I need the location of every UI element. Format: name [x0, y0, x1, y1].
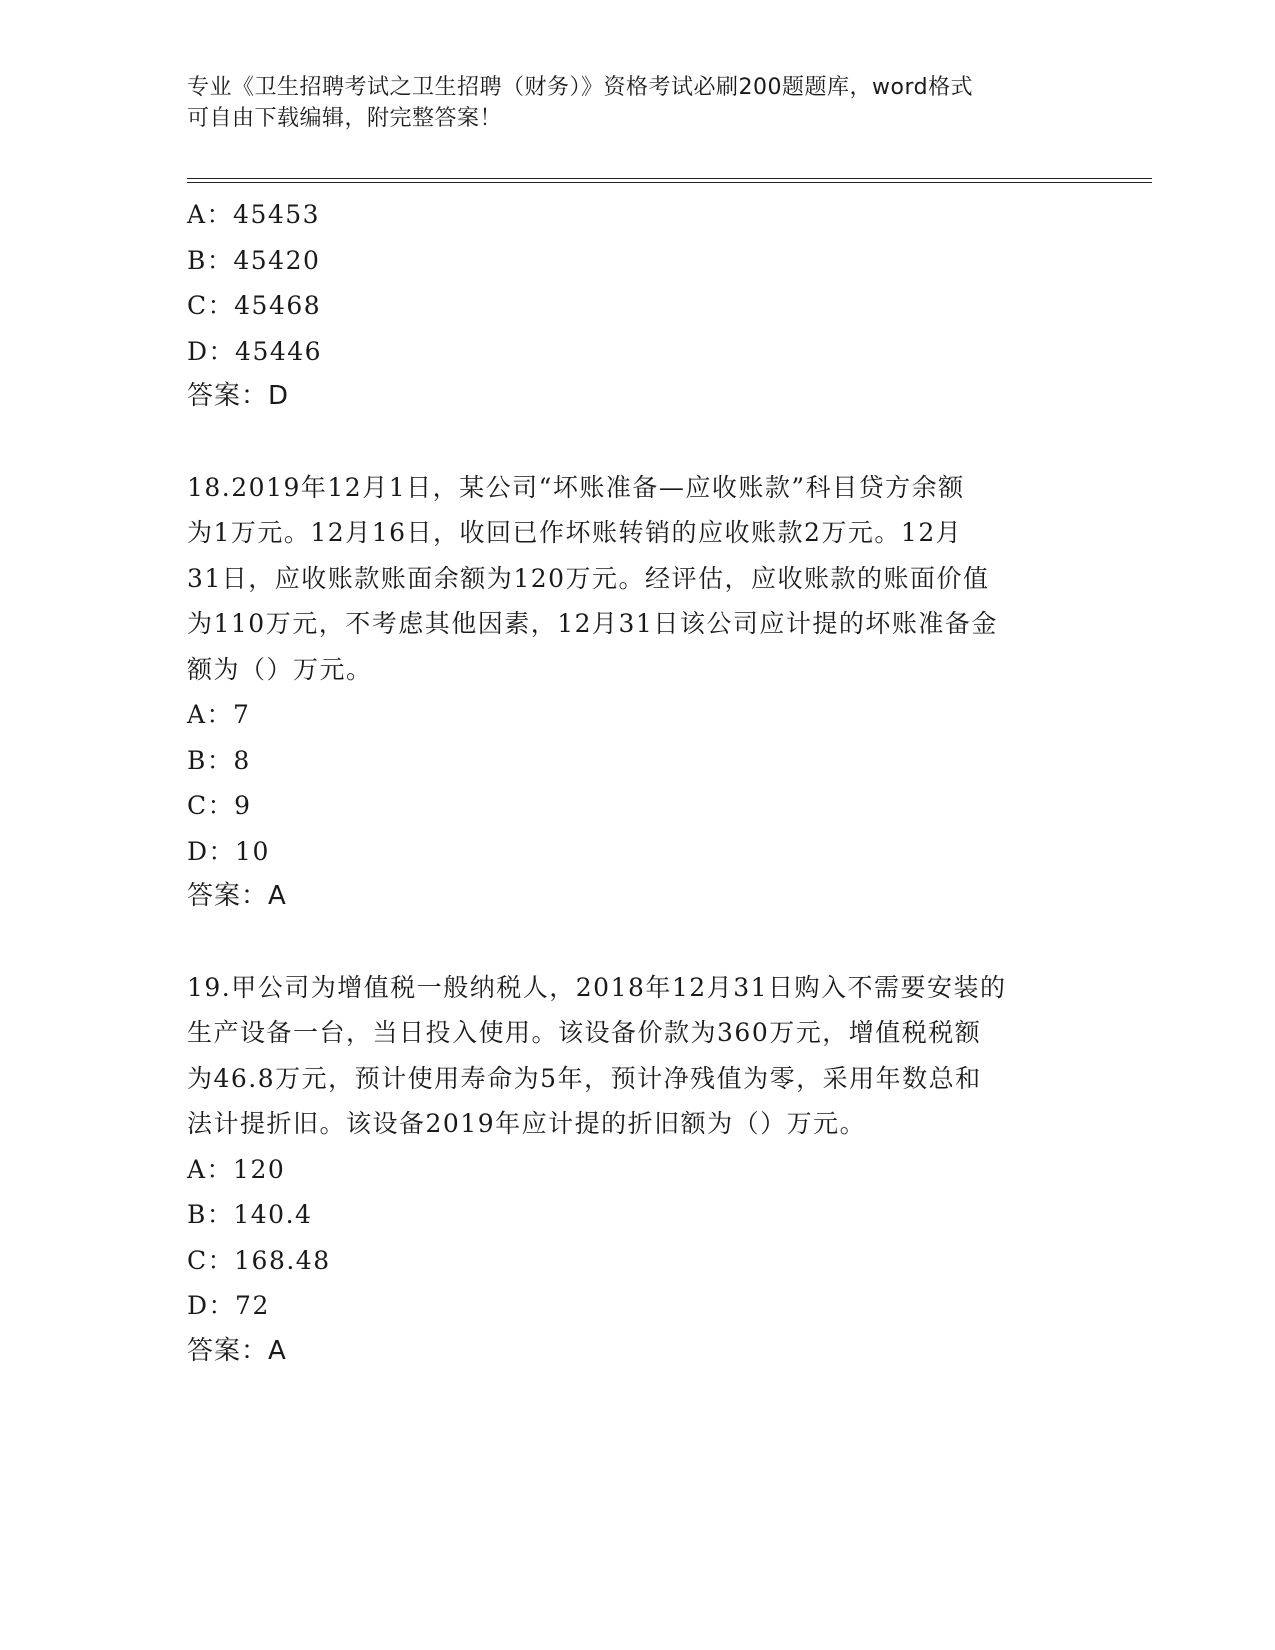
question-text-line: 18.2019年12月1日，某公司“坏账准备—应收账款”科目贷方余额 — [187, 472, 965, 502]
header-line: 可自由下载编辑，附完整答案！ — [187, 106, 503, 131]
question-18 — [187, 465, 1087, 920]
question-text-line: 31日，应收账款账面余额为120万元。经评估，应收账款的账面价值 — [187, 563, 990, 593]
question-text-line: 为46.8万元，预计使用寿命为5年，预计净残值为零，采用年数总和 — [187, 1063, 982, 1093]
answer-line: 答案：D — [187, 381, 290, 411]
question-text-line: 为110万元，不考虑其他因素，12月31日该公司应计提的坏账准备金 — [187, 609, 998, 638]
question-19 — [187, 965, 1087, 1375]
option-c: C：168.48 — [187, 1245, 331, 1275]
header-divider — [187, 178, 1152, 183]
question-text-line: 为1万元。12月16日，收回已作坏账转销的应收账款2万元。12月 — [187, 518, 963, 547]
option-b: B：8 — [187, 745, 251, 775]
answer-line: 答案：A — [187, 881, 287, 911]
option-a: A：7 — [187, 700, 251, 729]
option-b: B：140.4 — [187, 1200, 313, 1229]
answer-line: 答案：A — [187, 1335, 287, 1366]
option-c: C：45468 — [187, 291, 322, 320]
option-b: B：45420 — [187, 245, 321, 275]
option-c: C：9 — [187, 791, 252, 820]
option-d: D：10 — [187, 836, 270, 866]
question-17 — [187, 192, 1087, 420]
option-a: A：45453 — [187, 200, 321, 229]
question-list — [187, 192, 1087, 1374]
option-d: D：45446 — [187, 336, 323, 366]
question-text-line: 生产设备一台，当日投入使用。该设备价款为360万元，增值税税额 — [187, 1018, 982, 1047]
question-text-line: 19.甲公司为增值税一般纳税人，2018年12月31日购入不需要安装的 — [187, 972, 1007, 1002]
option-a: A：120 — [187, 1154, 286, 1184]
question-text-line: 法计提折旧。该设备2019年应计提的折旧额为（）万元。 — [187, 1109, 867, 1138]
question-text — [187, 965, 1087, 1147]
page-header — [187, 72, 1067, 134]
question-text — [187, 465, 1087, 693]
header-line: 专业《卫生招聘考试之卫生招聘（财务）》资格考试必刷200题题库，word格式 — [187, 75, 974, 100]
option-d: D：72 — [187, 1291, 270, 1320]
question-text-line: 额为（）万元。 — [187, 654, 373, 684]
